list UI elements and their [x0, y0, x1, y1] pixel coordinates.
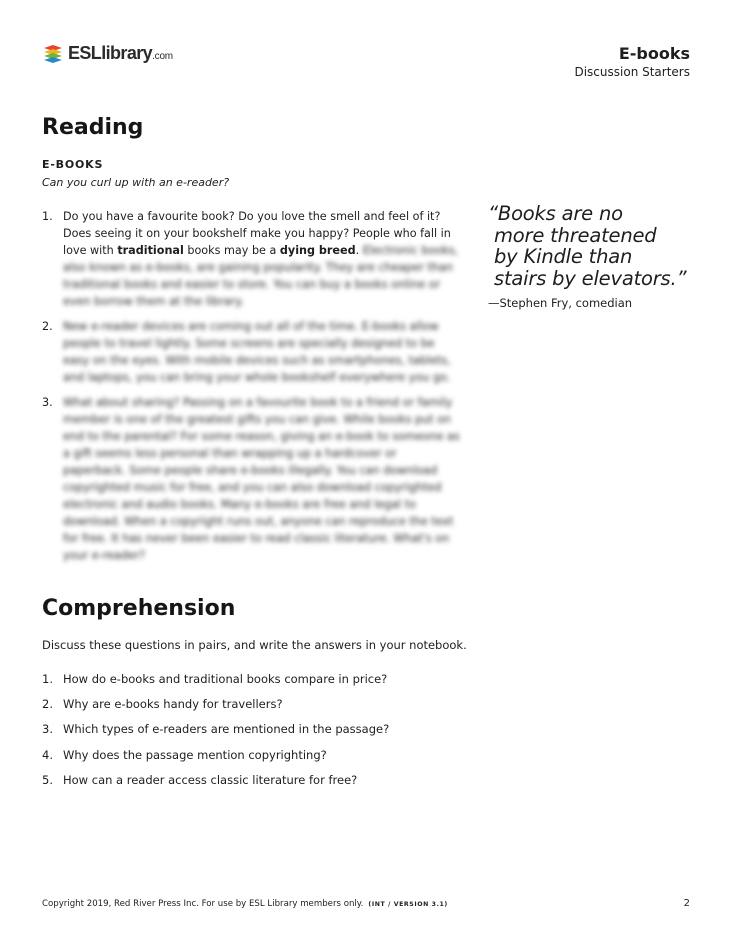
quote-line: more threatened [494, 223, 657, 247]
paragraph-number: 2. [42, 320, 53, 333]
reading-paragraph-3 [42, 394, 460, 564]
question-text: Why does the passage mention copyrighting? [63, 747, 327, 762]
copyright-footer [42, 899, 448, 909]
paragraph-number: 3. [42, 396, 53, 409]
copyright-text: Copyright 2019, Red River Press Inc. For use by ESL Library members only. [42, 899, 364, 909]
question-item [42, 773, 389, 798]
document-subtitle: Discussion Starters [574, 65, 690, 79]
question-number: 4. [42, 747, 53, 762]
logo-library: library [101, 42, 153, 63]
article-label: E-BOOKS [42, 158, 104, 171]
paragraph-text-blurred: What about sharing? Passing on a favourite book to a friend or family member is one of the greatest gifts you can give. While books put on end to the parental? For some reason, giving an e-book to someone as a gift seems less personal than wrapping up a hardcover or paperback. Some people share e-books illegally. You can download copyrighted music for free, and you can also download copyrighted electronic and audio books. Many e-books are free and legal to download. When a copyright runs out, anyone can reproduce the text for free. It has never been easier to read classic literature. What's on your e-reader? [63, 396, 460, 562]
paragraph-text-end: . [355, 244, 360, 257]
logo-esl: ESL [68, 42, 102, 63]
paragraph-number: 1. [42, 210, 53, 223]
question-number: 1. [42, 672, 53, 686]
question-list [42, 672, 389, 798]
stacked-books-icon [42, 42, 64, 64]
question-text: How do e-books and traditional books compare in price? [63, 672, 388, 686]
quote-attribution: —Stephen Fry, comedian [488, 296, 633, 310]
question-item [42, 672, 389, 697]
paragraph-text-blurred: New e-reader devices are coming out all of the time. E-books allow people to travel lightly. Some screens are specially designed to be easy on the eyes. With mobile devices such as smartphones, tablets, and laptops, you can bring your whole bookshelf everywhere you go. [63, 320, 451, 384]
reading-paragraph-1 [42, 208, 460, 310]
reading-paragraph-2 [42, 318, 460, 386]
document-header [574, 44, 690, 80]
article-subtitle: Can you curl up with an e-reader? [42, 176, 230, 189]
quote-line: stairs by elevators.” [494, 266, 687, 290]
paragraph-text-mid: books may be a [183, 244, 280, 257]
paragraph-text-visible: Do you have a favourite book? Do you love the smell and feel of it? Does seeing it on your bookshelf make you happy? People who fall in love with [63, 210, 451, 257]
logo-wordmark [68, 43, 173, 64]
pull-quote [488, 203, 686, 289]
question-text: Which types of e-readers are mentioned in the passage? [63, 722, 390, 737]
document-title: E-books [618, 44, 690, 63]
comprehension-instructions: Discuss these questions in pairs, and write the answers in your notebook. [42, 638, 467, 652]
question-number: 5. [42, 772, 53, 787]
logo-domain: .com [152, 50, 173, 62]
vocab-dying-breed: dying breed [279, 244, 356, 257]
quote-line: “Books are no [488, 202, 623, 225]
version-text: (INT / VERSION 3.1) [368, 901, 448, 908]
vocab-traditional: traditional [117, 244, 184, 257]
question-item [42, 748, 389, 773]
page-number: 2 [683, 898, 690, 909]
reading-heading: Reading [42, 115, 144, 140]
question-text: How can a reader access classic literature for free? [63, 772, 358, 787]
question-text: Why are e-books handy for travellers? [63, 697, 283, 712]
question-number: 2. [42, 697, 53, 712]
quote-line: by Kindle than [494, 245, 633, 268]
question-item [42, 697, 389, 722]
comprehension-heading: Comprehension [42, 596, 236, 621]
question-number: 3. [42, 722, 53, 737]
paragraph-text-blurred: Electronic books, also known as e-books, are gaining popularity. They are cheaper than traditional books and easier to store. You can buy a books online or even borrow them at the library. [63, 244, 459, 308]
esl-library-logo[interactable] [42, 40, 173, 66]
question-item [42, 722, 389, 747]
